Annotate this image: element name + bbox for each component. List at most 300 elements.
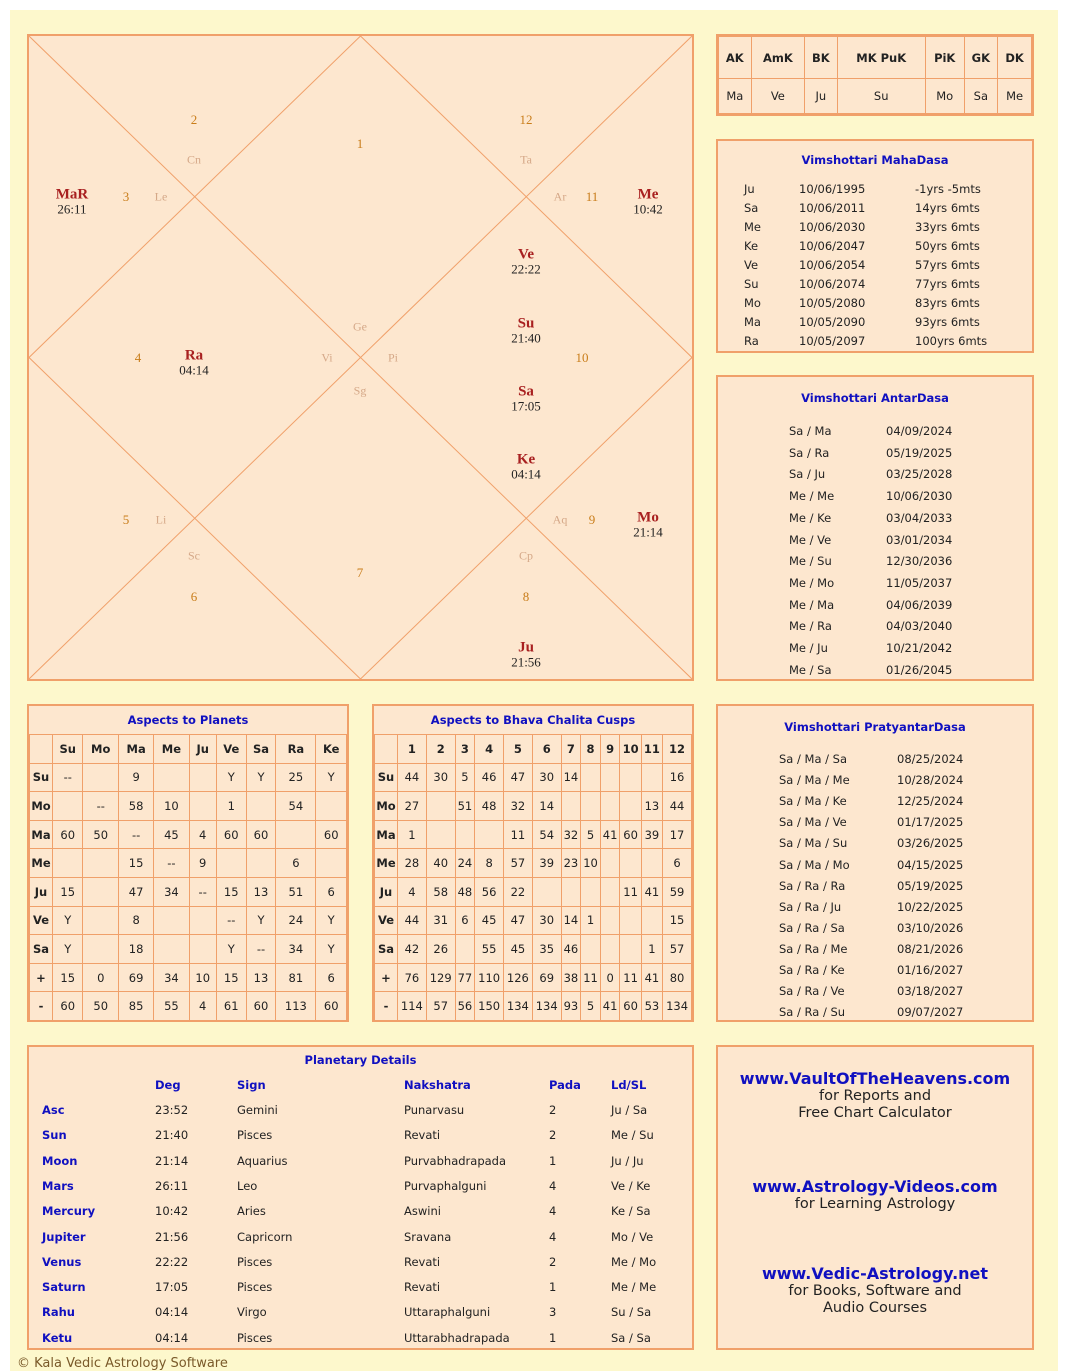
antardasa-date: 03/01/2034 (886, 532, 953, 547)
planet-label: Venus (42, 1254, 82, 1269)
table-cell: 14 (561, 906, 581, 935)
planet-detail-cell: Aries (237, 1204, 266, 1219)
row-header: Ju (375, 877, 398, 906)
table-cell (246, 849, 276, 878)
table-cell: 53 (641, 992, 662, 1021)
sign-label: Cn (186, 152, 202, 167)
table-cell: 6 (316, 877, 347, 906)
table-cell: 47 (118, 877, 153, 906)
table-cell: 25 (276, 763, 316, 792)
mahadasa-age: 93yrs 6mts (915, 315, 980, 329)
karaka-value: Mo (925, 79, 964, 114)
planet-detail-cell: 21:40 (155, 1128, 189, 1143)
table-cell: Y (316, 763, 347, 792)
antardasa-date: 01/26/2045 (886, 662, 953, 677)
table-cell (83, 935, 119, 964)
pratyantardasa-title: Vimshottari PratyantarDasa (784, 720, 966, 734)
table-cell: 22 (504, 877, 533, 906)
pratyantardasa-period: Sa / Ma / Mo (779, 857, 850, 872)
table-cell: -- (53, 763, 83, 792)
row-header: Ma (30, 820, 53, 849)
planet-label: Rahu (42, 1305, 75, 1320)
column-header: Mo (83, 735, 119, 764)
karaka-value: Sa (964, 79, 998, 114)
planet-label: Mercury (42, 1204, 96, 1219)
link-description: for Learning Astrology (794, 1196, 956, 1212)
row-header: Su (30, 763, 53, 792)
table-cell: 51 (276, 877, 316, 906)
mahadasa-date: 10/06/1995 (799, 182, 866, 196)
mahadasa-lord: Mo (744, 296, 761, 310)
vault-of-heavens-link[interactable]: www.VaultOfTheHeavens.com (739, 1069, 1011, 1088)
antardasa-date: 05/19/2025 (886, 445, 953, 460)
table-cell (83, 906, 119, 935)
planet-moon (633, 511, 663, 540)
vedic-astrology-link[interactable]: www.Vedic-Astrology.net (761, 1264, 989, 1283)
table-cell: 114 (398, 992, 427, 1021)
mahadasa-date: 10/05/2097 (799, 334, 866, 348)
table-cell: 26 (426, 935, 455, 964)
table-cell: 9 (118, 763, 153, 792)
antardasa-date: 04/09/2024 (886, 424, 953, 438)
table-cell: 15 (53, 963, 83, 992)
link-block (718, 1069, 1032, 1122)
table-cell: 38 (561, 963, 581, 992)
mahadasa-date: 10/06/2054 (799, 258, 866, 272)
aspects-planets-panel (27, 704, 349, 1022)
planet-name: Ke (516, 451, 536, 468)
house-4-number: 4 (134, 350, 142, 365)
pratyantardasa-date: 03/26/2025 (897, 836, 964, 851)
pratyantardasa-date: 04/15/2025 (897, 857, 964, 872)
table-header-row (375, 735, 692, 764)
link-block (718, 1264, 1032, 1317)
pratyantardasa-date: 05/19/2025 (897, 878, 964, 893)
table-cell (316, 849, 347, 878)
pratyantardasa-period: Sa / Ra / Ve (779, 984, 845, 999)
planet-venus (511, 248, 541, 277)
mahadasa-lord: Sa (744, 201, 759, 215)
planet-label: Saturn (42, 1280, 86, 1295)
table-cell: 42 (398, 935, 427, 964)
pratyantardasa-period: Sa / Ma / Sa (779, 752, 848, 766)
pratyantardasa-date: 10/28/2024 (897, 773, 964, 788)
pratyantardasa-period: Sa / Ma / Su (779, 836, 848, 851)
planet-detail-cell: 1 (549, 1280, 557, 1295)
sign-label: Vi (321, 350, 333, 365)
house-5-number: 5 (122, 512, 130, 527)
table-cell (581, 792, 601, 821)
karaka-table (716, 34, 1034, 116)
row-header: + (30, 963, 53, 992)
table-cell: 113 (276, 992, 316, 1021)
sign-label: Li (155, 512, 167, 527)
planet-label: Moon (42, 1153, 78, 1168)
astrology-videos-link[interactable]: www.Astrology-Videos.com (752, 1177, 998, 1196)
antardasa-period: Me / Su (789, 554, 832, 569)
antardasa-period: Sa / Ra (789, 445, 830, 460)
table-cell (600, 877, 620, 906)
table-cell: 61 (216, 992, 246, 1021)
table-row (375, 906, 692, 935)
table-cell: 76 (398, 963, 427, 992)
planet-detail-cell: Su / Sa (611, 1305, 652, 1320)
table-cell: 81 (276, 963, 316, 992)
table-cell (426, 792, 455, 821)
mahadasa-age: 14yrs 6mts (915, 201, 980, 215)
table-cell: 13 (246, 877, 276, 906)
planet-detail-cell: Pisces (237, 1330, 273, 1345)
table-cell (154, 935, 189, 964)
mahadasa-age: 33yrs 6mts (915, 220, 980, 234)
column-header: 8 (581, 735, 601, 764)
table-cell (641, 906, 662, 935)
table-cell (475, 820, 504, 849)
table-cell: 30 (532, 906, 561, 935)
table-cell: Y (246, 906, 276, 935)
planet-detail-cell: 3 (549, 1305, 557, 1320)
planet-sun (511, 317, 541, 346)
planet-name: MaR (55, 186, 89, 203)
planet-name: Mo (637, 509, 659, 526)
mahadasa-lord: Su (744, 277, 759, 291)
table-cell (53, 792, 83, 821)
table-cell: 0 (600, 963, 620, 992)
sign-label: Aq (552, 512, 568, 527)
table-cell: 41 (600, 820, 620, 849)
table-cell: 41 (641, 963, 662, 992)
planet-name: Su (517, 315, 535, 332)
planet-detail-cell: Capricorn (237, 1229, 293, 1244)
table-cell: 15 (663, 906, 692, 935)
mahadasa-age: -1yrs -5mts (915, 182, 981, 196)
table-cell: 13 (246, 963, 276, 992)
column-header: Ve (216, 735, 246, 764)
table-cell: 1 (216, 792, 246, 821)
table-row (30, 820, 347, 849)
pratyantardasa-date: 12/25/2024 (897, 794, 964, 809)
table-cell: 58 (118, 792, 153, 821)
planet-detail-cell: 4 (549, 1178, 557, 1193)
house-12-number: 12 (519, 112, 533, 127)
planet-degree: 04:14 (179, 362, 209, 378)
planet-detail-cell: Aswini (404, 1204, 441, 1219)
column-header (375, 735, 398, 764)
table-cell: 34 (154, 963, 189, 992)
table-cell: 28 (398, 849, 427, 878)
table-cell (246, 792, 276, 821)
table-cell: 41 (600, 992, 620, 1021)
table-cell: 69 (532, 963, 561, 992)
column-header: 3 (455, 735, 475, 764)
table-row (375, 992, 692, 1021)
table-row (375, 963, 692, 992)
house-3-number: 3 (122, 189, 130, 204)
pratyantardasa-date: 01/17/2025 (897, 815, 964, 830)
footer-copyright: © Kala Vedic Astrology Software (17, 1356, 228, 1371)
col-header-deg: Deg (155, 1078, 181, 1092)
pratyantardasa-date: 01/16/2027 (897, 963, 964, 977)
table-cell: 69 (118, 963, 153, 992)
table-cell: 56 (455, 992, 475, 1021)
pratyantardasa-date: 08/25/2024 (897, 752, 964, 766)
table-cell (581, 877, 601, 906)
planet-name: Me (637, 186, 659, 203)
table-cell: 5 (581, 992, 601, 1021)
planet-detail-cell: 1 (549, 1153, 557, 1168)
planet-detail-cell: Pisces (237, 1280, 273, 1295)
table-cell: 32 (561, 820, 581, 849)
table-cell: 6 (663, 849, 692, 878)
table-cell: 8 (118, 906, 153, 935)
link-description: for Books, Software and (788, 1283, 962, 1299)
planet-detail-cell: 17:05 (155, 1280, 189, 1295)
table-cell (216, 849, 246, 878)
sign-label: Ar (553, 189, 567, 204)
pratyantardasa-period: Sa / Ra / Ke (779, 963, 845, 977)
table-cell: 4 (189, 992, 216, 1021)
planet-detail-cell: Leo (237, 1178, 258, 1193)
pratyantardasa-date: 08/21/2026 (897, 941, 964, 956)
col-header-pada: Pada (549, 1078, 581, 1092)
planet-degree: 22:22 (511, 261, 541, 277)
table-cell: 15 (118, 849, 153, 878)
table-cell: 10 (189, 963, 216, 992)
table-cell (581, 763, 601, 792)
table-cell: 44 (398, 906, 427, 935)
table-cell: 60 (53, 992, 83, 1021)
table-cell (83, 877, 119, 906)
sign-label: Sc (188, 548, 200, 563)
planet-detail-cell: 23:52 (155, 1103, 189, 1117)
pratyantardasa-date: 09/07/2027 (897, 1005, 964, 1020)
planet-mars (56, 188, 89, 217)
planet-mercury (633, 188, 663, 217)
links-panel (716, 1045, 1034, 1350)
table-cell (620, 935, 641, 964)
row-header: Ve (30, 906, 53, 935)
table-cell: 45 (154, 820, 189, 849)
column-header: 9 (600, 735, 620, 764)
antardasa-date: 03/04/2033 (886, 510, 953, 525)
table-cell: 134 (504, 992, 533, 1021)
pratyantardasa-period: Sa / Ra / Ju (779, 899, 842, 914)
mahadasa-age: 50yrs 6mts (915, 239, 980, 253)
sign-label: Ta (520, 152, 532, 167)
karaka-value: Ma (719, 79, 752, 114)
col-header-nakshatra: Nakshatra (404, 1078, 471, 1092)
table-cell: 46 (561, 935, 581, 964)
mahadasa-date: 10/06/2047 (799, 239, 866, 253)
table-cell: 13 (641, 792, 662, 821)
table-cell: 134 (663, 992, 692, 1021)
antardasa-date: 12/30/2036 (886, 554, 953, 569)
pratyantardasa-date: 03/10/2026 (897, 920, 964, 935)
table-header-row (30, 735, 347, 764)
karaka-header: BK (805, 37, 837, 79)
table-row (375, 877, 692, 906)
antardasa-date: 10/21/2042 (886, 641, 953, 655)
mahadasa-date: 10/05/2080 (799, 296, 866, 310)
karaka-value: Me (998, 79, 1032, 114)
chart-lines (29, 36, 692, 679)
karaka-value: Ju (805, 79, 837, 114)
antardasa-period: Me / Me (789, 489, 835, 504)
table-row (30, 963, 347, 992)
table-cell: 11 (620, 963, 641, 992)
antardasa-period: Me / Ke (789, 510, 832, 525)
planet-label: Asc (42, 1103, 65, 1117)
pratyantardasa-period: Sa / Ra / Ra (779, 878, 846, 893)
mahadasa-panel (716, 139, 1034, 353)
column-header: 11 (641, 735, 662, 764)
planet-detail-cell: Punarvasu (404, 1103, 465, 1117)
column-header: Ma (118, 735, 153, 764)
column-header: Ju (189, 735, 216, 764)
table-cell (189, 935, 216, 964)
antardasa-panel (716, 375, 1034, 681)
column-header: 1 (398, 735, 427, 764)
table-cell: 35 (532, 935, 561, 964)
table-cell: 129 (426, 963, 455, 992)
col-header-sign: Sign (237, 1078, 266, 1092)
column-header: 6 (532, 735, 561, 764)
planet-detail-cell: Revati (404, 1280, 441, 1295)
table-cell: 60 (620, 820, 641, 849)
mahadasa-age: 100yrs 6mts (915, 334, 988, 348)
table-row (30, 992, 347, 1021)
aspects-planets-table (29, 734, 347, 1021)
table-cell: 39 (532, 849, 561, 878)
table-cell: 55 (154, 992, 189, 1021)
table-cell: -- (246, 935, 276, 964)
table-cell: 15 (216, 963, 246, 992)
column-header: Su (53, 735, 83, 764)
sign-label: Sg (353, 383, 367, 398)
table-cell: 48 (475, 792, 504, 821)
planet-degree: 21:14 (633, 524, 663, 540)
table-cell: 45 (504, 935, 533, 964)
pratyantardasa-date: 03/18/2027 (897, 984, 964, 999)
table-cell: 57 (504, 849, 533, 878)
pratyantardasa-date: 10/22/2025 (897, 899, 964, 914)
table-cell: 57 (663, 935, 692, 964)
column-header: 10 (620, 735, 641, 764)
planet-detail-cell: Purvaphalguni (404, 1178, 487, 1193)
planet-detail-cell: Mo / Ve (611, 1229, 654, 1244)
planet-detail-cell: Ve / Ke (611, 1178, 651, 1193)
table-cell: 11 (581, 963, 601, 992)
table-cell (620, 849, 641, 878)
karaka-header: AK (719, 37, 752, 79)
planet-detail-cell: Virgo (237, 1305, 267, 1320)
link-description: for Reports and (818, 1088, 932, 1104)
table-cell (455, 935, 475, 964)
planet-detail-cell: Me / Su (611, 1128, 654, 1143)
planet-label: Sun (42, 1128, 67, 1143)
column-header: 2 (426, 735, 455, 764)
mahadasa-age: 83yrs 6mts (915, 296, 980, 310)
aspects-cusps-panel (372, 704, 694, 1022)
row-header: Ve (375, 906, 398, 935)
table-cell: 16 (663, 763, 692, 792)
table-cell: 6 (455, 906, 475, 935)
table-cell (276, 820, 316, 849)
column-header: 4 (475, 735, 504, 764)
table-cell (189, 906, 216, 935)
planet-detail-cell: 2 (549, 1103, 557, 1117)
table-cell: 11 (504, 820, 533, 849)
table-cell: 85 (118, 992, 153, 1021)
table-cell: 60 (316, 820, 347, 849)
table-cell (600, 935, 620, 964)
table-cell: 17 (663, 820, 692, 849)
house-10-number: 10 (575, 350, 589, 365)
row-header: Mo (375, 792, 398, 821)
table-cell (154, 906, 189, 935)
karaka-header: DK (998, 37, 1032, 79)
house-1-number: 1 (356, 136, 364, 151)
pratyantardasa-period: Sa / Ra / Me (779, 941, 848, 956)
planet-detail-cell: Uttarabhadrapada (404, 1330, 510, 1345)
table-cell: 46 (475, 763, 504, 792)
planet-detail-cell: 2 (549, 1128, 557, 1143)
house-9-number: 9 (588, 512, 596, 527)
table-cell: 59 (663, 877, 692, 906)
table-cell (641, 763, 662, 792)
row-header: Su (375, 763, 398, 792)
link-description: Free Chart Calculator (798, 1105, 952, 1121)
pratyantardasa-panel (716, 704, 1034, 1022)
pratyantardasa-period: Sa / Ma / Me (779, 773, 850, 788)
table-cell: 11 (620, 877, 641, 906)
row-header: Ju (30, 877, 53, 906)
link-description: Audio Courses (823, 1300, 927, 1316)
table-row (375, 792, 692, 821)
table-row (30, 763, 347, 792)
planet-detail-cell: Ju / Sa (611, 1103, 648, 1117)
planet-detail-cell: Sravana (404, 1229, 452, 1244)
column-header: Me (154, 735, 189, 764)
table-cell: -- (189, 877, 216, 906)
table-row (30, 935, 347, 964)
table-row (375, 935, 692, 964)
planet-detail-cell: 2 (549, 1254, 557, 1269)
col-header-ld-sl: Ld/SL (611, 1078, 647, 1092)
planet-name: Ra (184, 347, 204, 364)
planet-detail-cell: Me / Mo (611, 1254, 657, 1269)
planet-detail-cell: Me / Me (611, 1280, 657, 1295)
mahadasa-date: 10/05/2090 (799, 315, 866, 329)
karaka-header: PiK (925, 37, 964, 79)
table-row (375, 849, 692, 878)
table-cell (53, 849, 83, 878)
planet-degree: 04:14 (511, 466, 541, 482)
table-cell: 5 (455, 763, 475, 792)
planet-detail-cell: Ju / Ju (611, 1153, 644, 1168)
aspects-cusps-title: Aspects to Bhava Chalita Cusps (430, 713, 636, 727)
table-cell: 0 (83, 963, 119, 992)
sign-label: Le (154, 189, 168, 204)
planet-detail-cell: Aquarius (237, 1153, 288, 1168)
antardasa-date: 04/06/2039 (886, 597, 953, 612)
table-cell: 32 (504, 792, 533, 821)
pratyantardasa-period: Sa / Ra / Su (779, 1005, 846, 1020)
table-row (30, 792, 347, 821)
antardasa-period: Sa / Ma (789, 424, 832, 438)
table-cell: 126 (504, 963, 533, 992)
table-cell: 6 (316, 963, 347, 992)
